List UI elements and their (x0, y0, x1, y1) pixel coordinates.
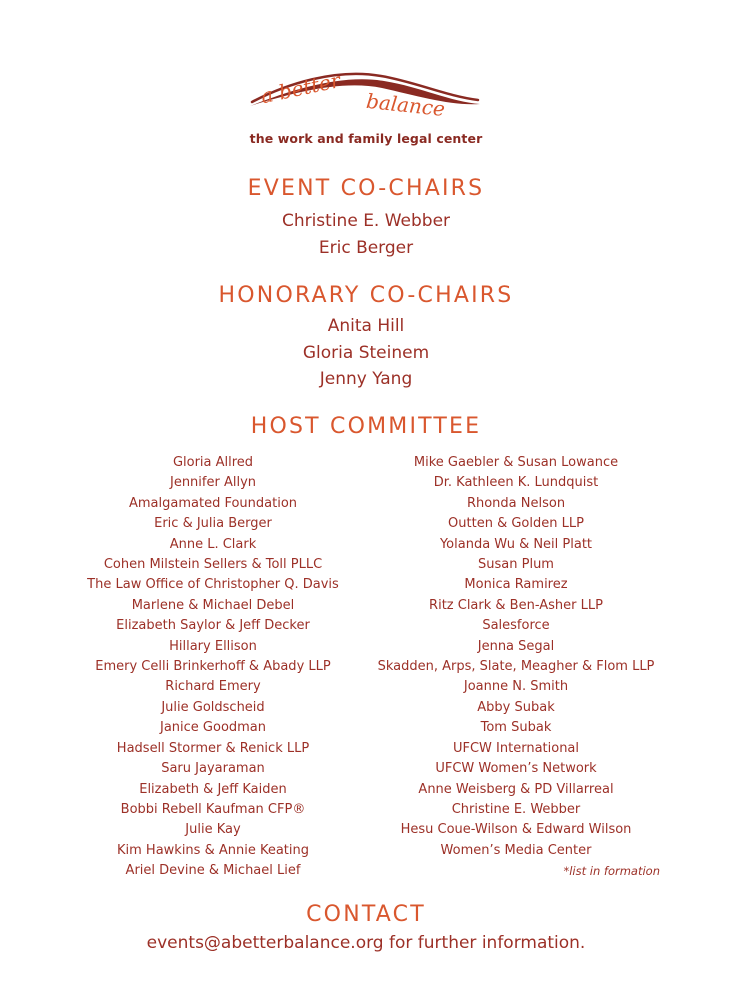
event-cochairs-heading: EVENT CO-CHAIRS (247, 176, 485, 201)
host-committee-member: Mike Gaebler & Susan Lowance (413, 455, 619, 470)
host-committee-member: Skadden, Arps, Slate, Meagher & Flom LLP (377, 659, 655, 675)
host-committee-member: Monica Ramirez (464, 577, 568, 593)
logo (0, 0, 732, 150)
host-committee-member: Outten & Golden LLP (448, 516, 584, 532)
honorary-cochairs-heading: HONORARY CO-CHAIRS (218, 283, 514, 308)
host-committee-member: Anne L. Clark (169, 536, 257, 552)
host-committee-member: Ariel Devine & Michael Lief (125, 863, 301, 879)
host-committee-member: Hadsell Stormer & Renick LLP (116, 740, 310, 756)
host-committee-member: Janice Goodman (159, 720, 267, 736)
host-committee-member: Eric & Julia Berger (154, 516, 272, 532)
host-committee-member: The Law Office of Christopher Q. Davis (87, 577, 339, 593)
host-committee-member: Elizabeth Saylor & Jeff Decker (116, 618, 310, 634)
host-committee-member: Bobbi Rebell Kaufman CFP® (120, 801, 306, 817)
host-committee-member: Julie Kay (185, 822, 241, 838)
host-committee-member: Jennifer Allyn (169, 475, 257, 491)
host-committee-member: Gloria Allred (172, 455, 254, 470)
host-committee-member: Joanne N. Smith (463, 679, 569, 695)
logo-swoosh-graphic (246, 66, 486, 130)
host-committee-member: Julie Goldscheid (161, 699, 265, 715)
host-committee-right-column (346, 453, 686, 861)
host-committee-member: Yolanda Wu & Neil Platt (439, 536, 593, 552)
host-committee-member: Anne Weisberg & PD Villarreal (418, 781, 614, 797)
host-committee-member: Ritz Clark & Ben-Asher LLP (429, 597, 603, 613)
host-committee-member: Hillary Ellison (169, 638, 257, 654)
host-committee-member: Susan Plum (478, 557, 554, 573)
host-committee-heading: HOST COMMITTEE (250, 414, 482, 439)
honorary-cochair-name: Anita Hill (327, 316, 405, 336)
honorary-cochair-name: Gloria Steinem (302, 343, 430, 363)
host-committee-member: Richard Emery (165, 679, 261, 695)
host-committee-left-column (43, 453, 383, 882)
host-committee-member: Saru Jayaraman (161, 761, 265, 777)
logo-word-a-better: a better (258, 68, 343, 109)
logo-word-balance: balance (365, 88, 447, 122)
event-cochair-name: Christine E. Webber (281, 211, 451, 231)
host-committee-member: Hesu Coue-Wilson & Edward Wilson (400, 822, 632, 838)
list-in-formation-note: *list in formation (563, 864, 660, 878)
host-committee-member: Jenna Segal (477, 638, 555, 654)
honorary-cochair-name: Jenny Yang (319, 369, 413, 389)
host-committee-member: Salesforce (482, 618, 550, 634)
host-committee-member: UFCW International (452, 740, 580, 756)
host-committee-member: Cohen Milstein Sellers & Toll PLLC (103, 557, 323, 573)
host-committee-member: Rhonda Nelson (466, 495, 566, 511)
host-committee-member: Tom Subak (480, 720, 552, 736)
host-committee-member: Dr. Kathleen K. Lundquist (433, 475, 599, 491)
host-committee-member: Abby Subak (477, 699, 555, 715)
event-cochair-name: Eric Berger (318, 238, 414, 258)
host-committee-member: Emery Celli Brinkerhoff & Abady LLP (95, 659, 331, 675)
contact-heading: CONTACT (306, 902, 426, 927)
host-committee-member: UFCW Women’s Network (435, 761, 597, 777)
host-committee-member: Christine E. Webber (451, 801, 581, 817)
host-committee-member: Marlene & Michael Debel (131, 597, 295, 613)
host-committee-member: Women’s Media Center (440, 842, 592, 858)
host-committee-member: Elizabeth & Jeff Kaiden (139, 781, 287, 797)
contact-email-line: events@abetterbalance.org for further information. (146, 933, 586, 953)
host-committee-member: Amalgamated Foundation (128, 495, 298, 511)
logo-tagline: the work and family legal center (249, 131, 483, 146)
host-committee-member: Kim Hawkins & Annie Keating (116, 842, 310, 858)
